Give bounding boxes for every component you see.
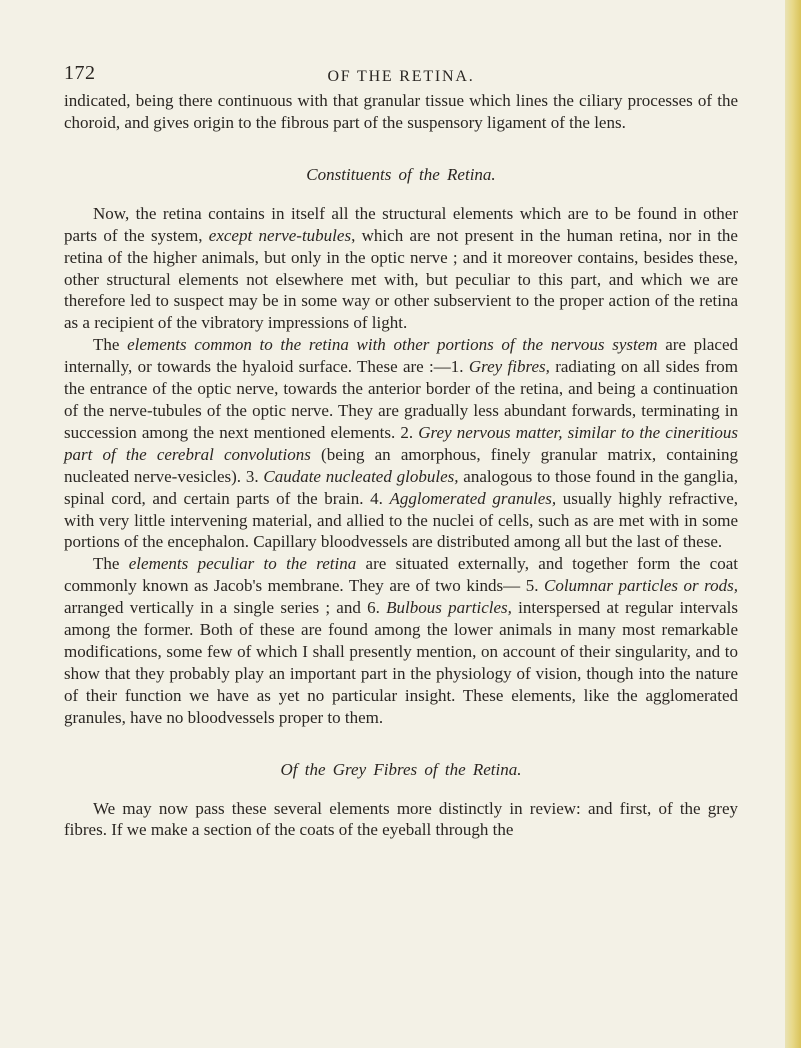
text-run: interspersed at regular intervals among the former. Both of these are found among the lower animals in many most remarkable modifications, some few of which I shall presently mention, on account of their singularity, and to show that they probably play an important part in the physiology of vision, though into the nature of their function we have as yet no particular insight. These elements, like the agglomerated granules, have no bloodvessels proper to them. [64, 598, 739, 727]
italic-text: elements peculiar to the retina [128, 554, 357, 574]
paragraph [64, 553, 738, 728]
paragraph [64, 90, 738, 134]
text-run: The [93, 554, 129, 574]
italic-text: Grey nervous matter, similar to the cineritious part of the cerebral convolutions [64, 422, 738, 464]
text-run: are situated externally, and together form the coat commonly known as Jacob's membrane. They are of two kinds— 5. [64, 554, 738, 596]
italic-text: Grey fibres, [468, 357, 550, 377]
text-run: (being an amorphous, finely granular matrix, containing nucleated nerve-vesicles). 3. [64, 444, 738, 486]
text-run: arranged vertically in a single series ; and 6. [64, 598, 387, 618]
page-edge [785, 0, 801, 1048]
italic-text: Columnar particles or rods, [544, 576, 739, 596]
text-run: We may now pass these several elements more distinctly in review: and first, of the grey fibres. If we make a section of the coats of the eyeball through the [64, 798, 738, 840]
page-number: 172 [64, 62, 96, 84]
italic-text: except nerve-tubules [208, 225, 352, 245]
section-heading: Constituents of the Retina. [306, 164, 496, 184]
text-run: radiating on all sides from the entrance of the optic nerve, towards the anterior border of the retina, and being a continuation of the nerve-tubules of the optic nerve. They are gradually less abundant forwards, terminating in succession among the next mentioned elements. 2. [64, 357, 738, 442]
italic-text: Bulbous particles, [386, 598, 512, 618]
text-run: Now, the retina contains in itself all the structural elements which are to be found in other parts of the system, [64, 203, 738, 245]
running-title: OF THE RETINA. [327, 68, 475, 85]
text-run: usually highly refractive, with very little intervening material, and allied to the nuclei of cells, such as are met with in some portions of the encephalon. Capillary bloodvessels are distributed among all but the last of these. [64, 488, 738, 552]
italic-text: Caudate nucleated globules, [263, 466, 459, 486]
text-run: , which are not present in the human retina, nor in the retina of the higher animals, but only in the optic nerve ; and it moreover contains, besides these, other structural elements not elsewhere met with, but peculiar to this part, and which we are therefore led to suspect may be in some way or other subservient to the proper action of the retina as a recipient of the vibratory impressions of light. [64, 225, 738, 333]
italic-text: Agglomerated granules, [389, 488, 557, 508]
section-heading: Of the Grey Fibres of the Retina. [280, 759, 522, 779]
italic-text: elements common to the retina with other portions of the nervous system [127, 335, 658, 355]
text-run: The [93, 335, 128, 355]
paragraph [64, 798, 738, 842]
paragraph [64, 334, 738, 553]
paragraph [64, 203, 738, 334]
body-text [64, 90, 738, 841]
text-run: indicated, being there continuous with that granular tissue which lines the ciliary processes of the choroid, and gives origin to the fibrous part of the suspensory ligament of the lens. [64, 91, 738, 132]
text-run: are placed internally, or towards the hyaloid surface. These are :—1. [64, 335, 738, 377]
page-header [64, 60, 738, 90]
book-page [64, 60, 738, 841]
text-run: analogous to those found in the ganglia, spinal cord, and certain parts of the brain. 4. [64, 466, 738, 508]
